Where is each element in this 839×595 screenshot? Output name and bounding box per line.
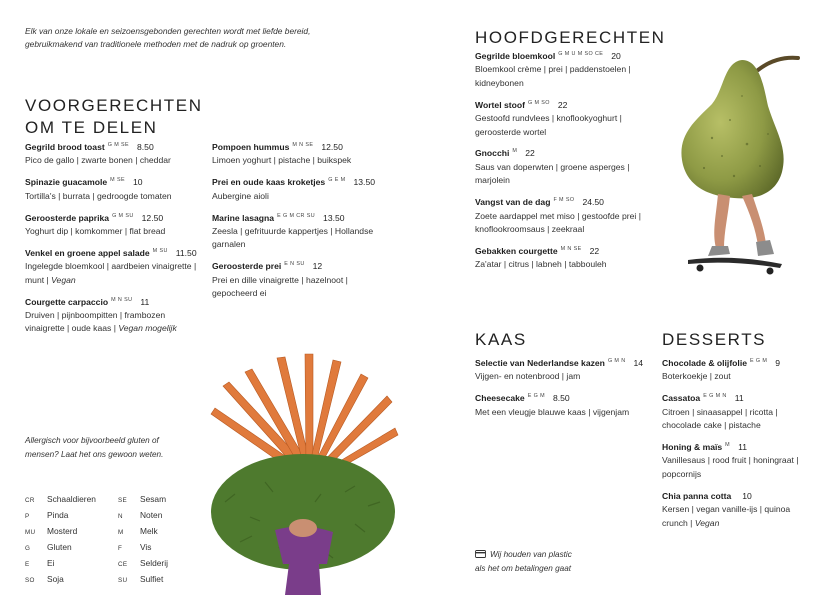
dish-price: 12.50 [321,142,343,152]
legend-code: E [25,561,30,568]
mains-title: HOOFDGERECHTEN [475,28,666,47]
dish-description-italic: Vegan [51,274,76,285]
dish-title-line [212,141,382,154]
legend-label: Melk [140,526,158,536]
dish-description: Saus van doperwten | groene asperges | marjolein [475,161,630,186]
dish-name: Geroosterde paprika [25,212,110,223]
allergen-tags: G M N [607,358,626,364]
allergen-tags: E G M [750,358,768,364]
dish-name: Venkel en groene appel salade [25,247,150,258]
dish-name: Gegrild brood toast [25,142,105,152]
dish-description: Met een vleugje blauwe kaas | vijgenjam [475,406,630,417]
legend-code: SE [118,497,127,504]
dish-price: 22 [557,99,568,110]
legend-code: G [25,545,31,552]
dish-description-block [475,161,645,188]
dish-description: Vanillesaus | rood fruit | honingraat | popcornijs [662,455,799,479]
allergen-tags: G M SO [527,99,550,106]
legend-label: Schaaldieren [47,494,96,504]
legend-item-soja [25,572,96,588]
dish-description-block [212,274,382,301]
dish-name: Cassatoa [662,393,701,404]
dish-price: 14 [633,358,644,368]
legend-item-ei [25,556,96,572]
legend-label: Selderij [140,558,168,568]
dish-name: Prei en oude kaas kroketjes [212,177,326,188]
allergen-tags: G M SE [107,142,130,148]
cheese-list [475,357,655,428]
dish-price: 10 [742,490,752,501]
dish-description: Yoghurt dip | komkommer | flat bread [25,226,166,237]
dish-description-italic: Vegan mogelijk [118,323,177,334]
dish-price: 13.50 [323,212,345,223]
dish-cheesecake [475,392,655,419]
dish-name: Vangst van de dag [475,197,551,208]
dish-description-block [25,225,205,238]
dish-price: 20 [611,51,621,61]
legend-item-gluten [25,540,96,556]
dish-title-line [475,147,645,160]
payment-note-line1: Wij houden van plastic [490,550,572,559]
dish-name: Gegrilde bloemkool [475,51,556,61]
dish-price: 22 [589,245,600,256]
dish-price: 24.50 [582,197,604,208]
dish-description-block [25,309,205,336]
dish-price: 11 [734,393,744,404]
credit-card-icon [475,550,486,558]
dish-cassatoa [662,392,807,432]
dish-description-block [212,154,382,167]
dish-description-block [25,154,205,167]
payment-note [475,548,572,576]
legend-item-melk [118,524,168,540]
carrot-figure-illustration [205,352,400,595]
dish-title-line [475,99,645,112]
dish-name: Chocolade & olijfolie [662,358,747,368]
dish-price: 8.50 [137,142,154,152]
legend-item-pinda [25,508,96,524]
dish-pompoen-hummus [212,141,382,168]
dish-title-line [475,357,655,370]
dish-prei-en-oude-kaas-kroketjes [212,176,382,203]
dish-description-block [212,225,382,252]
dish-description-italic: Vegan [694,517,720,528]
legend-item-vis [118,540,168,556]
dish-title-line [475,245,645,258]
dish-chia-panna-cotta [662,490,807,530]
legend-item-schaaldieren [25,492,96,508]
dish-price: 11 [140,296,150,307]
legend-code: M [118,529,124,536]
dish-description: Vijgen- en notenbrood | jam [475,371,581,382]
dish-price: 12.50 [141,212,164,223]
dish-price: 22 [525,148,535,159]
legend-item-mosterd [25,524,96,540]
allergen-tags: G M SU [112,212,134,219]
legend-label: Mosterd [47,526,78,536]
dish-description: Citroen | sinaasappel | ricotta | chocolade cake | pistache [662,406,778,431]
allergen-tags: M N SE [292,142,314,148]
starters-column-1 [25,141,205,344]
allergen-tags: E G M CR SU [277,212,316,219]
dish-courgette-carpaccio [25,296,205,336]
legend-code: CR [25,497,35,504]
dish-description: Aubergine aioli [212,190,269,201]
dish-geroosterde-prei [212,260,382,300]
dish-name: Gebakken courgette [475,245,558,256]
allergen-tags: E G M [527,393,545,400]
dish-price: 11 [738,442,747,453]
dish-vangst-van-de-dag [475,196,645,236]
legend-label: Sesam [140,494,167,504]
legend-code: CE [118,561,128,568]
dish-title-line [475,392,655,405]
legend-item-sulfiet [118,572,168,588]
dish-description-block [662,503,807,530]
legend-label: Noten [140,510,163,520]
starters-title-line2: OM TE DELEN [25,118,158,137]
dish-description: Bloemkool crème | prei | paddenstoelen | kidneybonen [475,64,631,88]
allergen-tags: G E M [328,177,346,184]
dish-name: Pompoen hummus [212,142,290,152]
dish-title-line [25,176,205,189]
dish-description-block [212,190,382,203]
dish-price: 8.50 [552,393,570,404]
legend-code: F [118,545,123,552]
dish-title-line [25,247,205,260]
allergen-tags: M N SE [560,245,582,252]
desserts-list [662,357,807,538]
desserts-title: DESSERTS [662,330,767,349]
legend-label: Soja [47,574,64,584]
dish-description: Kersen | vegan vanille-ijs | quinoa crunch | [662,504,791,528]
dish-title-line [25,212,205,225]
payment-note-line2: als het om betalingen gaat [475,564,572,573]
legend-label: Gluten [47,542,72,552]
dish-description-block [475,406,655,419]
dish-description-block [475,210,645,237]
dish-gebakken-courgette [475,245,645,272]
dish-name: Gnocchi [475,148,510,159]
dish-title-line [212,176,382,189]
allergen-tags: M SU [152,247,168,254]
legend-label: Sulfiet [140,574,164,584]
dish-price: 12 [312,261,323,272]
legend-item-selderij [118,556,168,572]
dish-description-block [475,258,645,271]
dish-geroosterde-paprika [25,212,205,239]
legend-code: SO [25,577,35,584]
allergen-tags: F M SO [553,197,575,204]
allergen-tags: M [512,148,518,155]
dish-gegrilde-bloemkool [475,50,645,90]
dish-title-line [662,392,807,405]
dish-description-block [662,370,807,383]
legend-label: Vis [140,542,152,552]
allergen-tags: E N SU [284,261,305,268]
legend-label: Pinda [47,510,69,520]
dish-price: 13.50 [353,177,376,188]
dish-description: Za'atar | citrus | labneh | tabbouleh [475,259,607,270]
dish-description: Ingelegde bloemkool | aardbeien vinaigrette | munt | [25,261,197,285]
dish-description: Prei en dille vinaigrette | hazelnoot | gepocheerd ei [212,274,348,299]
legend-item-noten [118,508,168,524]
dish-title-line [25,296,205,309]
dish-name: Geroosterde prei [212,261,282,272]
dish-chocolade-olijfolie [662,357,807,384]
dish-description: Druiven | pijnboompitten | frambozen vinaigrette | oude kaas | [25,310,166,334]
dish-honing-mais [662,441,807,481]
allergen-tags: G M U M SO CE [558,51,604,57]
starters-title-line1: VOORGERECHTEN [25,96,203,115]
legend-code: P [25,513,30,520]
dish-description: Pico de gallo | zwarte bonen | cheddar [25,155,171,166]
dish-description: Zoete aardappel met miso | gestoofde prei | knoflookroomsaus | zeekraal [475,210,641,234]
dish-name: Courgette carpaccio [25,296,109,307]
dish-title-line [662,357,807,370]
dish-description-block [662,406,807,433]
dish-title-line [475,196,645,209]
dish-price: 10 [132,177,143,188]
dish-description-block [475,112,645,139]
allergen-legend-right [118,492,168,588]
allergen-tags: M SE [110,177,125,184]
dish-gegrild-brood-toast [25,141,205,168]
dish-name: Spinazie guacamole [25,177,108,188]
dish-venkel-en-groene-appel-salade [25,247,205,287]
legend-code: SU [118,577,128,584]
allergen-legend-left [25,492,96,588]
dish-description: Tortilla's | burrata | gedroogde tomaten [25,190,172,201]
allergen-tags: M [725,442,731,449]
dish-title-line [212,260,382,273]
dish-name: Cheesecake [475,393,525,404]
legend-code: MU [25,529,36,536]
cheese-title: KAAS [475,330,527,349]
dish-price: 11.50 [175,247,197,258]
dish-title-line [212,212,382,225]
dish-description: Boterkoekje | zout [662,371,731,382]
allergen-tags: M N SU [111,296,133,303]
dish-name: Selectie van Nederlandse kazen [475,358,605,368]
pear-skateboard-illustration [672,48,804,276]
dish-description: Gestoofd rundvlees | knoflookyoghurt | geroosterde wortel [475,113,622,137]
dish-description-block [662,454,807,481]
dish-gnocchi [475,147,645,187]
dish-name: Chia panna cotta [662,490,732,501]
dish-description: Zeesla | gefrituurde kappertjes | Hollandse garnalen [212,226,374,250]
intro-text: Elk van onze lokale en seizoensgebonden gerechten wordt met liefde bereid, gebruikmakend van traditionele methoden met de nadruk op groenten. [25,26,311,49]
dish-wortel-stoof [475,99,645,139]
dish-description-block [475,370,655,383]
starters-heading [25,95,203,139]
dish-spinazie-guacamole [25,176,205,203]
dish-price: 9 [775,358,781,368]
dish-description-block [25,190,205,203]
dish-title-line [475,50,645,63]
dish-name: Wortel stoof [475,99,525,110]
dish-title-line [662,441,807,454]
legend-item-sesam [118,492,168,508]
dish-description-block [475,63,645,90]
legend-code: N [118,513,123,520]
dish-marine-lasagna [212,212,382,252]
dish-selectie-van-nederlandse-kazen [475,357,655,384]
starters-column-2 [212,141,382,309]
dish-name: Honing & maïs [662,442,723,453]
legend-label: Ei [47,558,55,568]
allergen-tags: E G M N [703,393,727,400]
allergy-note: Allergisch voor bijvoorbeeld gluten of mensen? Laat het ons gewoon weten. [25,436,164,459]
dish-name: Marine lasagna [212,212,275,223]
dish-description: Limoen yoghurt | pistache | buikspek [212,155,352,166]
mains-list [475,50,645,280]
dish-title-line [662,490,807,503]
dish-description-block [25,260,205,287]
dish-title-line [25,141,205,154]
